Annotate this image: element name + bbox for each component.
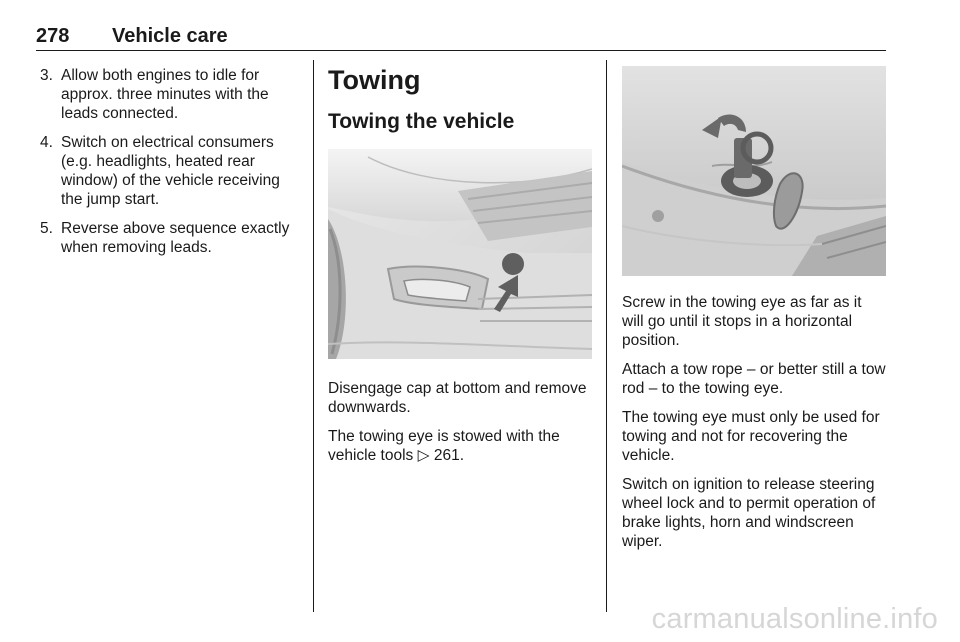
page-header [36, 24, 886, 52]
page-number: 278 [36, 25, 70, 47]
step-text: Switch on electrical consumers (e.g. headlights, heated rear window) of the vehicle receiving the jump start. [61, 134, 280, 208]
list-item [36, 219, 304, 257]
column-divider-2 [606, 60, 607, 612]
arrow-reference-icon: ▷ [417, 447, 430, 464]
towing-eye-drawing [622, 66, 886, 276]
step-text: Allow both engines to idle for approx. three minutes with the leads connected. [61, 67, 269, 122]
list-item [36, 133, 304, 209]
paragraph-screw-in-towing-eye: Screw in the towing eye as far as it will go until it stops in a horizontal position. [622, 294, 862, 349]
column-1 [36, 60, 304, 267]
cross-reference-page: 261. [433, 447, 465, 464]
column-divider-1 [313, 60, 314, 612]
section-title: Vehicle care [112, 25, 228, 47]
column-3 [622, 60, 886, 561]
step-number: 4. [40, 134, 53, 151]
step-number: 3. [40, 67, 53, 84]
paragraph-switch-on-ignition: Switch on ignition to release steering wheel lock and to permit operation of brake lights, horn and windscreen wiper. [622, 476, 876, 550]
watermark: carmanualsonline.info [651, 603, 938, 635]
paragraph-attach-tow-rope: Attach a tow rope – or better still a tow rod – to the towing eye. [622, 361, 886, 397]
paragraph-towing-eye-stowed [328, 427, 592, 465]
list-item [36, 66, 304, 123]
towing-eye-installation-illustration [622, 66, 886, 276]
column-2 [328, 60, 592, 475]
front-bumper-cap-illustration [328, 149, 592, 359]
heading-towing: Towing [328, 65, 421, 95]
paragraph-towing-eye-stowed-text: The towing eye is stowed with the vehicle tools [328, 428, 560, 464]
subheading-towing-the-vehicle: Towing the vehicle [328, 110, 515, 133]
step-list [36, 66, 304, 257]
bumper-cap-drawing [328, 149, 592, 359]
header-divider [36, 50, 886, 51]
paragraph-towing-eye-usage: The towing eye must only be used for towing and not for recovering the vehicle. [622, 409, 880, 464]
step-text: Reverse above sequence exactly when removing leads. [61, 220, 290, 256]
paragraph-disengage-cap: Disengage cap at bottom and remove downwards. [328, 380, 587, 416]
step-number: 5. [40, 220, 53, 237]
